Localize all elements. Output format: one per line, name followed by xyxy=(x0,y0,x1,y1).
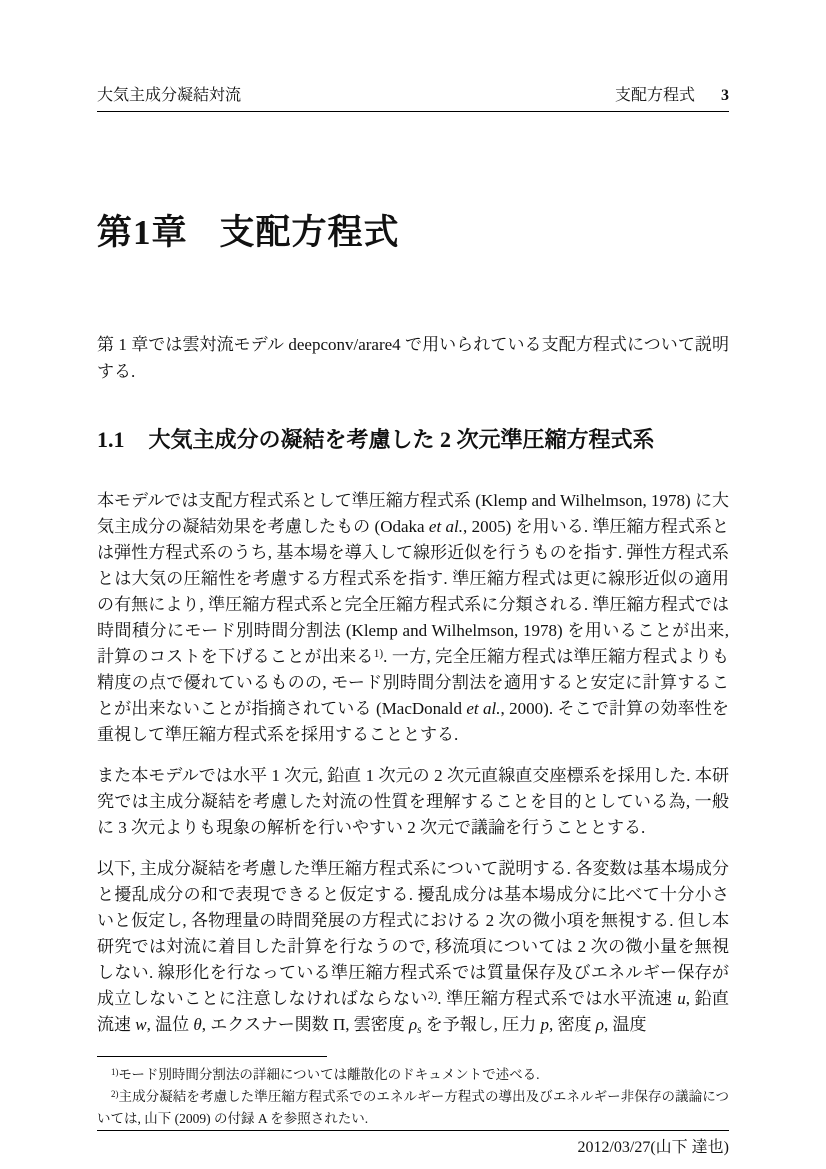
section-number: 1.1 xyxy=(97,427,125,452)
body-paragraph-2: また本モデルでは水平 1 次元, 鉛直 1 次元の 2 次元直線直交座標系を採用した. 本研究では主成分凝結を考慮した対流の性質を理解することを目的としている為, 一般に 3 次元よりも現象の解析を行いやすい 2 次元で議論を行うこととする. xyxy=(97,766,729,837)
body-paragraph-1: 本モデルでは支配方程式系として準圧縮方程式系 (Klemp and Wilhelmson, 1978) に大気主成分の凝結効果を考慮したもの (Odaka et al., 2005) を用いる. 準圧縮方程式系とは弾性方程式系のうち, 基本場を導入して線形近似を行うものを指す. 弾性方程式系とは大気の圧縮性を考慮する方程式系を指す. 準圧縮方程式は更に線形近似の適用の有無により, 準圧縮方程式系と完全圧縮方程式系に分類される. 準圧縮方程式では時間積分にモード別時間分割法 (Klemp and Wilhelmson, 1978) を用いることが出来, 計算のコストを下げることが出来る$^{1)}$. 一方, 完全圧縮方程式は準圧縮方程式よりも精度の点で優れているものの, モード別時間分割法を適用すると安定に計算することが出来ないことが指摘されている (MacDonald et al., 2000). そこで計算の効率性を重視して準圧縮方程式系を採用することとする. xyxy=(97,491,730,744)
intro-paragraph: 第 1 章では雲対流モデル deepconv/arare4 で用いられている支配方程式について説明する. xyxy=(97,335,729,381)
body-paragraph-3: 以下, 主成分凝結を考慮した準圧縮方程式系について説明する. 各変数は基本場成分と擾乱成分の和で表現できると仮定する. 擾乱成分は基本場成分に比べて十分小さいと仮定し, 各物理量の時間発展の方程式における 2 次の微小項を無視する. 但し本研究では対流に着目した計算を行なうので, 移流項については 2 次の微小量を無視しない. 線形化を行なっている準圧縮方程式系では質量保存及びエネルギー保存が成立しないことに注意しなければならない$^{2)}$. 準圧縮方程式系では水平流速 u, 鉛直流速 w, 温位 θ, エクスナー関数 Π, 雲密度 ρs を予報し, 圧力 p, 密度 ρ, 温度 xyxy=(97,859,730,1037)
running-header xyxy=(97,86,729,112)
chapter-heading xyxy=(97,211,729,255)
footnote-1: $^{1)}$モード別時間分割法の詳細については離散化のドキュメントで述べる. xyxy=(111,1066,540,1082)
header-section-title: 支配方程式 xyxy=(614,87,695,104)
page-number: 3 xyxy=(721,87,729,104)
footnote-2: $^{2)}$主成分凝結を考慮した準圧縮方程式系でのエネルギー方程式の導出及びエネルギー非保存の議論については, 山下 (2009) の付録 A を参照されたい. xyxy=(97,1088,729,1126)
page-footer xyxy=(97,1130,729,1158)
footnote-block xyxy=(97,1056,729,1130)
footnote-rule xyxy=(97,1056,327,1057)
chapter-number: 第1章 xyxy=(97,213,188,252)
chapter-title: 支配方程式 xyxy=(219,213,400,252)
section-heading xyxy=(97,425,729,454)
footer-date-author: 2012/03/27(山下 達也) xyxy=(577,1139,729,1156)
section-title: 大気主成分の凝結を考慮した 2 次元準圧縮方程式系 xyxy=(148,427,655,452)
header-left-title: 大気主成分凝結対流 xyxy=(97,87,242,104)
header-right xyxy=(615,86,729,105)
